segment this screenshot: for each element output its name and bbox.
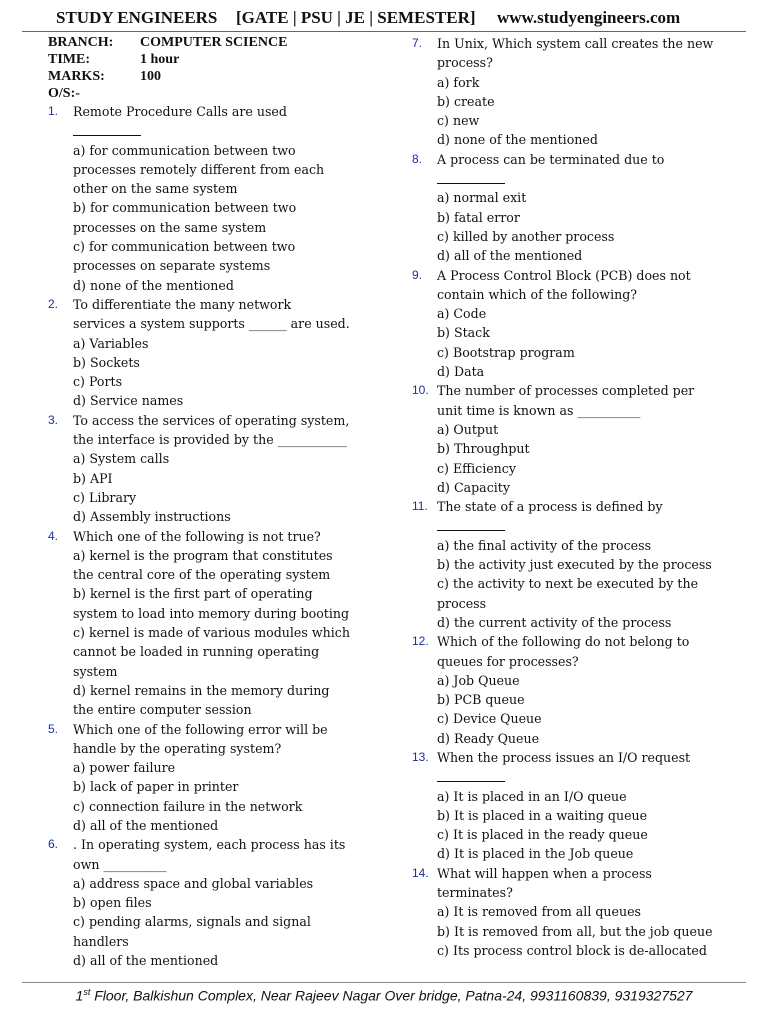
answer-option: a) Job Queue [437,672,520,688]
answer-blank-underline [437,169,505,184]
question-text: Which one of the following error will be [73,721,328,737]
question-item [412,150,744,266]
answer-option: b) PCB queue [437,692,525,708]
question-item [412,497,744,632]
answer-option: c) Bootstrap program [437,344,575,360]
answer-blank-underline [437,767,505,782]
answer-option: other on the same system [73,181,238,197]
time-label: TIME: [48,52,90,67]
question-item [412,381,744,497]
question-text: Which one of the following is not true? [73,528,321,544]
left-question-list [48,102,378,970]
answer-option: d) Service names [73,393,184,409]
question-item [48,720,378,836]
answer-option: c) Library [73,489,137,505]
question-number: 8. [412,151,423,166]
answer-option: d) all of the mentioned [437,248,583,264]
answer-blank-underline [437,516,505,531]
marks-label: MARKS: [48,69,105,84]
page-header [0,0,768,34]
answer-option: c) the activity to next be executed by the [437,576,699,592]
question-number: 13. [412,749,429,764]
question-number: 14. [412,865,429,880]
question-item [48,295,378,411]
question-text: services a system supports ______ are used. [73,316,350,332]
answer-option: process [437,595,487,611]
answer-option: b) the activity just executed by the process [437,557,712,573]
answer-option: c) Ports [73,374,123,390]
answer-blank [437,767,744,786]
question-number: 11. [412,499,428,514]
answer-option: b) create [437,93,495,109]
answer-option: c) for communication between two [73,239,296,255]
answer-option: d) kernel remains in the memory during [73,682,330,698]
question-number: 4. [48,528,59,543]
answer-option: c) Efficiency [437,460,516,476]
answer-option: c) kernel is made of various modules which [73,625,350,641]
answer-blank [437,169,744,188]
answer-option: processes on separate systems [73,258,271,274]
question-text: Which of the following do not belong to [437,634,690,650]
answer-option: processes remotely different from each [73,161,325,177]
question-item [48,102,378,295]
question-number: 10. [412,383,429,398]
os-label: O/S:- [48,86,80,101]
branch-value: COMPUTER SCIENCE [140,35,288,50]
question-item [48,411,378,527]
answer-option: c) killed by another process [437,228,615,244]
answer-option: handlers [73,933,129,949]
answer-option: b) It is placed in a waiting queue [437,807,648,823]
footer-floor-suffix: st [83,987,91,997]
answer-option: d) Assembly instructions [73,509,231,525]
answer-option: a) fork [437,74,480,90]
answer-option: b) API [73,470,113,486]
question-item [412,34,744,150]
answer-option: c) new [437,113,480,129]
question-text: contain which of the following? [437,286,638,302]
question-item [48,527,378,720]
question-text: To access the services of operating system, [73,412,350,428]
footer-address [0,987,768,1004]
answer-option: d) none of the mentioned [73,277,234,293]
answer-option: a) System calls [73,451,170,467]
question-number: 1. [48,104,59,118]
question-number: 12. [412,634,429,649]
answer-option: a) normal exit [437,190,527,206]
right-question-list [412,34,744,960]
answer-option: c) connection failure in the network [73,798,303,814]
question-item [48,835,378,970]
time-row [48,51,378,68]
brand-name: STUDY ENGINEERS [56,8,218,27]
answer-option: c) Its process control block is de-allocated [437,942,707,958]
question-number: 2. [48,296,59,311]
answer-option: b) lack of paper in printer [73,779,239,795]
marks-row [48,68,378,85]
answer-option: d) Capacity [437,479,510,495]
answer-option: a) Variables [73,335,149,351]
answer-option: b) open files [73,895,152,911]
answer-option: b) for communication between two [73,200,297,216]
answer-option: a) Code [437,306,487,322]
question-item [412,632,744,748]
question-text: To differentiate the many network [73,296,292,312]
answer-option: the central core of the operating system [73,567,331,583]
time-value: 1 hour [140,52,180,67]
branch-row [48,34,378,51]
answer-option: a) the final activity of the process [437,537,652,553]
question-item [412,266,744,382]
question-number: 5. [48,721,59,736]
answer-option: a) It is placed in an I/O queue [437,788,627,804]
question-text: queues for processes? [437,653,579,669]
question-text: the interface is provided by the ___________ [73,432,347,448]
question-text: Remote Procedure Calls are used [73,104,287,119]
answer-option: a) Output [437,421,499,437]
answer-blank-underline [73,121,141,136]
question-text: The state of a process is defined by [437,499,663,515]
answer-option: b) Throughput [437,441,530,457]
answer-option: b) fatal error [437,209,520,225]
answer-option: a) It is removed from all queues [437,904,642,920]
exam-categories: [GATE | PSU | JE | SEMESTER] [236,8,476,27]
answer-option: b) It is removed from all, but the job queue [437,923,713,939]
header-divider [22,31,746,32]
answer-option: d) all of the mentioned [73,817,219,833]
answer-option: c) Device Queue [437,711,542,727]
footer-divider [22,982,746,983]
question-number: 9. [412,267,423,282]
answer-option: d) It is placed in the Job queue [437,846,634,862]
question-text: . In operating system, each process has its [73,837,346,853]
question-number: 3. [48,412,59,427]
answer-option: a) for communication between two [73,142,296,158]
answer-option: b) Sockets [73,354,140,370]
answer-option: system to load into memory during booting [73,605,350,621]
answer-option: system [73,663,118,679]
question-text: A process can be terminated due to [437,151,665,167]
answer-option: d) all of the mentioned [73,953,219,969]
answer-blank [437,516,744,535]
answer-blank [73,121,378,140]
answer-option: b) kernel is the first part of operating [73,586,313,602]
answer-option: the entire computer session [73,702,252,718]
question-number: 7. [412,36,423,50]
answer-option: a) kernel is the program that constitutes [73,547,333,563]
answer-option: processes on the same system [73,219,267,235]
question-text: When the process issues an I/O request [437,749,691,765]
question-text: own __________ [73,856,167,872]
question-text: What will happen when a process [437,865,652,881]
question-text: unit time is known as __________ [437,402,641,418]
question-text: process? [437,55,493,71]
question-text: In Unix, Which system call creates the new [437,36,714,51]
branch-label: BRANCH: [48,35,114,50]
question-item [412,864,744,960]
question-item [412,748,744,864]
left-column [48,34,378,970]
answer-option: c) pending alarms, signals and signal [73,914,311,930]
question-text: handle by the operating system? [73,740,282,756]
answer-option: d) Ready Queue [437,730,540,746]
answer-option: c) It is placed in the ready queue [437,827,648,843]
question-number: 6. [48,837,59,852]
question-text: terminates? [437,885,513,901]
answer-option: a) address space and global variables [73,875,314,891]
answer-option: d) the current activity of the process [437,614,672,630]
footer-address-text: Floor, Balkishun Complex, Near Rajeev Nagar Over bridge, Patna-24, 9931160839, 9319327527 [90,987,693,1004]
answer-option: b) Stack [437,325,490,341]
answer-option: cannot be loaded in running operating [73,644,320,660]
right-column [412,34,744,960]
marks-value: 100 [140,69,161,84]
question-text: A Process Control Block (PCB) does not [437,267,691,283]
question-text: The number of processes completed per [437,383,695,399]
answer-option: a) power failure [73,760,176,776]
answer-option: d) none of the mentioned [437,132,598,148]
answer-option: d) Data [437,364,485,380]
footer-floor-number: 1 [75,987,84,1004]
website-link[interactable]: www.studyengineers.com [497,8,681,27]
